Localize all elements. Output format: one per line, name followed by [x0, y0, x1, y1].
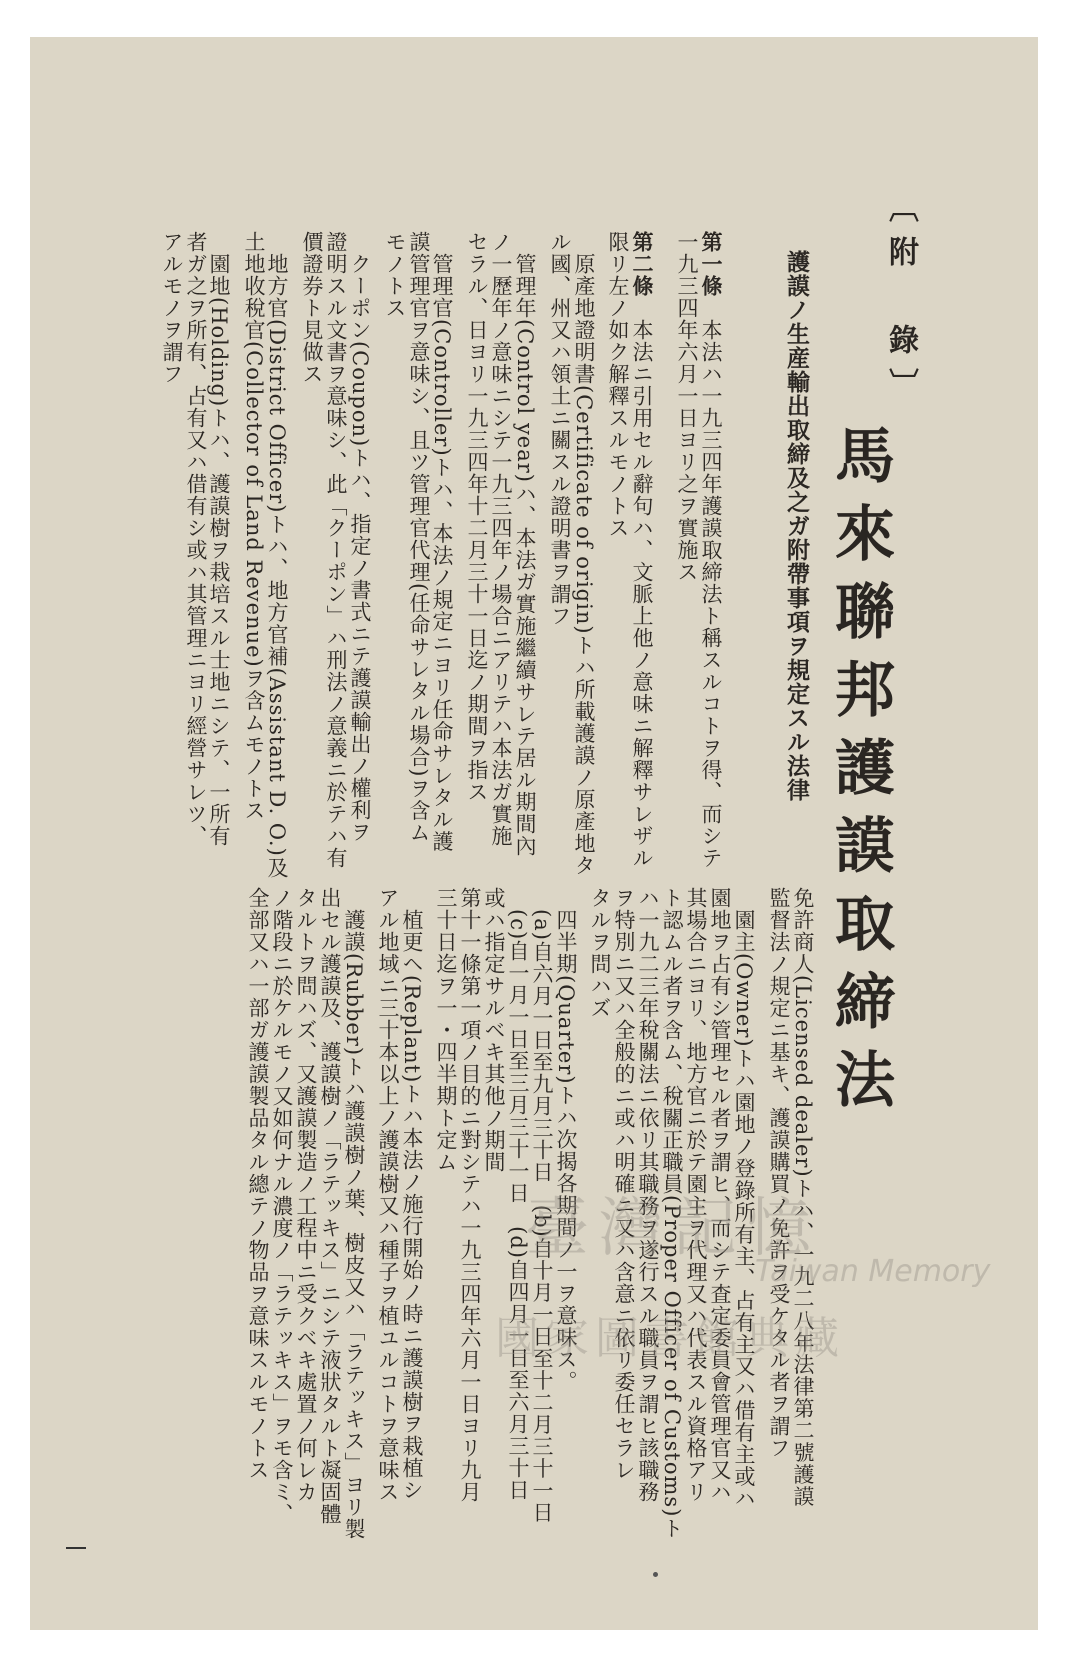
column-text: 園地(Holding)トハ、護謨樹ヲ栽培スル士地ニシテ、一所有 — [207, 253, 231, 848]
text-column — [247, 887, 268, 1481]
column-text: 原產地證明書(Certificate of origin)トハ所載護謨ノ原產地タ — [572, 253, 596, 877]
column-text: 者ガ之ヲ所有、占有又ハ借有シ或ハ其管理ニヨリ經營サレツ、 — [184, 231, 208, 847]
text-column — [161, 231, 182, 385]
column-text: 三十日迄ヲ一・四半期ト定ム — [434, 887, 458, 1173]
column-text: (c)自一月一日至三月三十一日 (d)自四月一日至六月三十日 — [506, 909, 530, 1501]
column-text: タルヲ問ハズ — [588, 887, 612, 1019]
text-column — [431, 253, 452, 853]
column-text: 植更ヘ(Replant)トハ本法ノ施行開始ノ時ニ護謨樹ヲ栽植シ — [400, 909, 424, 1502]
column-text: 地方官(District Officer)トハ、地方官補(Assistant D. O.)及 — [265, 253, 289, 879]
column-text: 謨管理官ヲ意味シ、且ツ管理官代理(任命サレタル場合)ヲ含ム — [407, 231, 431, 844]
ink-dot — [653, 1572, 658, 1577]
text-column — [401, 909, 422, 1501]
column-text: 價證券ト見做ス — [300, 231, 324, 385]
column-text: 或ハ指定サルベキ其他ノ期間 — [482, 887, 506, 1173]
text-column — [271, 887, 292, 1525]
text-column — [466, 231, 487, 803]
text-column — [676, 231, 697, 583]
watermark-cjk: 臺灣記憶 — [525, 1192, 821, 1266]
column-text: ト認ムル者ヲ含ム、稅關正職員(Proper Officer of Customs)ト — [660, 887, 684, 1540]
column-text: 管理年(Control year)ハ、本法ガ實施繼續サレテ居ル期間內 — [513, 253, 537, 857]
column-text: 園主(Owner)トハ園地ノ登錄所有主、占有主又ハ借有主或ハ — [732, 909, 756, 1510]
text-column — [266, 253, 287, 879]
column-text: アルモノヲ謂フ — [160, 231, 184, 385]
text-column — [185, 231, 206, 847]
column-text: 第十一條第一項ノ目的ニ對シテハ一九三四年六月一日ヨリ九月 — [458, 887, 482, 1503]
text-column — [490, 231, 511, 847]
column-text: クーポン(Coupon)トハ、指定ノ書式ニテ護謨輸出ノ權利ヲ — [348, 253, 372, 844]
column-text: モノトス — [383, 231, 407, 319]
text-column — [549, 231, 570, 627]
article-heading: 第一條 — [699, 231, 724, 319]
text-column — [459, 887, 480, 1503]
watermark — [495, 1172, 1035, 1372]
text-column — [408, 231, 429, 843]
text-column — [295, 887, 316, 1503]
page-number — [66, 1547, 86, 1549]
column-text: タルトヲ問ハズ、又護謨製造ノ工程中ニ受クベキ處置ノ何レカ — [294, 887, 318, 1503]
column-text: 一九三四年六月一日ヨリ之ヲ實施ス — [675, 231, 699, 583]
document-title: 馬來聯邦護謨取締法 — [825, 424, 895, 1126]
text-column — [384, 231, 405, 319]
text-column — [301, 231, 322, 385]
column-text: ル國、州又ハ領土ニ關スル證明書ヲ謂フ — [548, 231, 572, 627]
column-text: 本法ハ一九三四年護謨取締法ト稱スルコトヲ得、而シテ — [699, 319, 723, 869]
column-text: アル地域ニ三十本以上ノ護謨樹又ハ種子ヲ植ユルコトヲ意味ス — [376, 887, 400, 1503]
text-column — [589, 887, 610, 1019]
column-text: 監督法ノ規定ニ基キ、護謨購買ノ免許ヲ受ケタル者ヲ謂フ — [767, 887, 791, 1459]
column-text: 其場合ニヨリ、地方官ニ於テ園主ヲ代理又ハ代表スル資格アリ — [684, 887, 708, 1503]
annex-label: 〔附 錄〕 — [883, 192, 918, 412]
column-text: 園地ヲ占有シ管理セル者ヲ謂ヒ、而シテ査定委員會管理官又ハ — [708, 887, 732, 1503]
text-column — [319, 887, 340, 1525]
text-column — [573, 253, 594, 877]
column-text: セラル、日ヨリ一九三四年十二月三十一日迄ノ期間ヲ指ス — [465, 231, 489, 803]
column-text: 本法ニ引用セル辭句ハ、文脈上他ノ意味ニ解釋サレザル — [630, 319, 654, 869]
text-column — [514, 253, 535, 857]
law-subtitle: 護謨ノ生産輸出取締及之ガ附帶事項ヲ規定スル法律 — [783, 250, 810, 802]
column-text: 四半期(Quarter)トハ次揭各期間ノ一ヲ意味ス。 — [554, 909, 578, 1393]
column-text: 管理官(Controller)トハ、本法ノ規定ニヨリ任命サレタル護 — [430, 253, 454, 853]
text-column — [607, 231, 628, 539]
text-column — [700, 231, 722, 869]
column-text: ヲ特別ニ又ハ全般的ニ或ハ明確ニ又ハ含意ニ依リ委任セラレ — [612, 887, 636, 1481]
column-text: 證明スル文書ヲ意味シ、此「クーポン」ハ刑法ノ意義ニ於テハ有 — [324, 231, 348, 869]
text-column — [243, 231, 264, 822]
text-column — [349, 253, 370, 843]
column-text: (a)自六月一日至九月三十日 (b)自十月一日至十二月三十一日 — [530, 909, 554, 1524]
document-page — [30, 37, 1038, 1630]
text-column — [343, 909, 364, 1540]
column-text: 土地收稅官(Collector of Land Revenue)ヲ含ムモノトス — [242, 231, 266, 822]
column-text: 免許商人(Licensed dealer)トハ、一九二八年法律第二號護謨 — [791, 887, 815, 1508]
text-column — [377, 887, 398, 1503]
text-column — [208, 253, 229, 847]
watermark-org: 國家圖書館典藏 — [495, 1313, 845, 1364]
article-heading: 第二條 — [630, 231, 655, 319]
text-column — [435, 887, 456, 1173]
column-text: ノ一歷年ノ意味ニシテ一九三四年ノ場合ニアリテハ本法ガ實施 — [489, 231, 513, 847]
column-text: 護謨(Rubber)トハ護謨樹ノ葉、樹皮又ハ「ラテッキス」ヨリ製 — [342, 909, 366, 1541]
column-text: 全部又ハ一部ガ護謨製品タル總テノ物品ヲ意味スルモノトス — [246, 887, 270, 1481]
watermark-en: Taiwan Memory — [755, 1254, 991, 1289]
column-text: 限リ左ノ如ク解釋スルモノトス — [606, 231, 630, 539]
text-column — [483, 887, 504, 1173]
text-column — [631, 231, 653, 869]
column-text: ノ階段ニ於ケルモノ又如何ナル濃度ノ「ラテッキス」ヲモ含ミ、 — [270, 887, 294, 1525]
column-text: ハ一九二三年稅關法ニ依リ其職務ヲ遂行スル職員ヲ謂ヒ該職務 — [636, 887, 660, 1503]
text-column — [325, 231, 346, 869]
column-text: 出セル護謨及、護謨樹ノ「ラテッキス」ニシテ液狀タルト凝固體 — [318, 887, 342, 1525]
